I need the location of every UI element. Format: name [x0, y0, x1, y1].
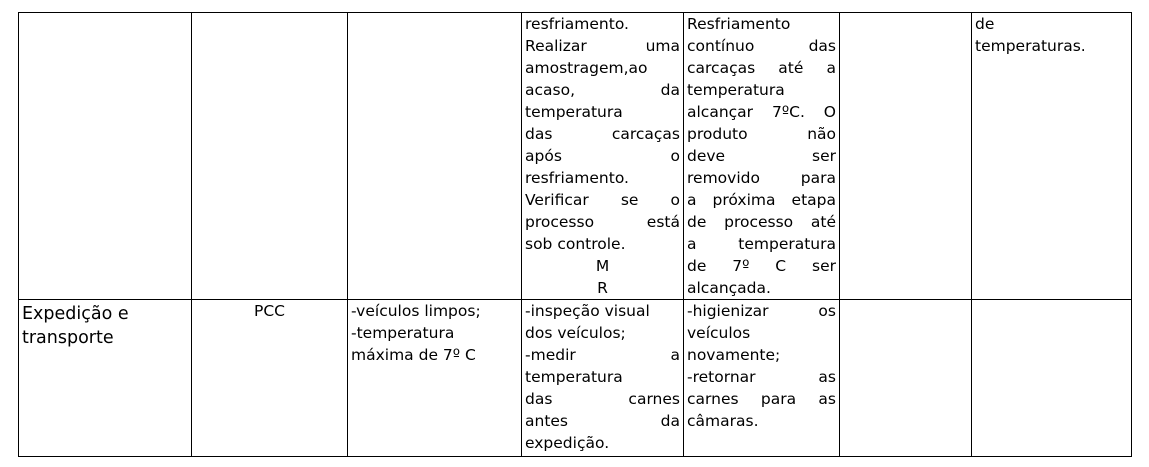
text-line: a temperatura	[687, 235, 836, 253]
text-line: Verificar se o	[525, 191, 680, 209]
text-line: temperaturas.	[975, 37, 1086, 55]
text-line: -temperatura	[351, 324, 455, 342]
text-line: máxima de 7º C	[351, 346, 476, 364]
cell-critical-limits	[348, 300, 522, 457]
text-line: das carcaças	[525, 125, 680, 143]
text-line: temperatura	[525, 103, 623, 121]
text-line: contínuo das	[687, 37, 836, 55]
cell-corrective-action	[684, 13, 840, 300]
table-row	[19, 300, 1132, 457]
text-line: M	[595, 257, 610, 275]
haccp-table	[18, 12, 1132, 457]
text-line: resfriamento.	[525, 169, 629, 187]
cell-step	[19, 13, 192, 300]
text-line: de processo até	[687, 213, 836, 231]
text-line: Realizar uma	[525, 37, 680, 55]
text-line: expedição.	[525, 434, 610, 452]
text-line: câmaras.	[687, 412, 759, 430]
text-line: carnes para as	[687, 390, 836, 408]
cell-step: Expedição e transporte	[19, 300, 192, 457]
text-line: alcançar 7ºC. O	[687, 103, 836, 121]
text-line: -retornar as	[687, 368, 836, 386]
cell-pcc: PCC	[192, 300, 348, 457]
text-line: antes da	[525, 412, 680, 430]
cell-monitoring	[522, 300, 684, 457]
text-line: veículos	[687, 324, 751, 342]
cell-records	[972, 13, 1132, 300]
cell-verification	[840, 13, 972, 300]
text-line: a próxima etapa	[687, 191, 836, 209]
table-row	[19, 13, 1132, 300]
cell-verification	[840, 300, 972, 457]
text-line: novamente;	[687, 346, 781, 364]
text-line: processo está	[525, 213, 680, 231]
cell-pcc	[192, 13, 348, 300]
text-line: dos veículos;	[525, 324, 626, 342]
text-line: removido para	[687, 169, 836, 187]
text-line: sob controle.	[525, 235, 626, 253]
text-line: carcaças até a	[687, 59, 836, 77]
text-line: produto não	[687, 125, 836, 143]
text-line: de	[975, 15, 995, 33]
text-line: temperatura	[687, 81, 785, 99]
text-line: Resfriamento	[687, 15, 791, 33]
text-line: temperatura	[525, 368, 623, 386]
text-line: acaso, da	[525, 81, 680, 99]
text-line: após o	[525, 147, 680, 165]
text-line: das carnes	[525, 390, 680, 408]
text-line: R	[597, 279, 608, 297]
text-line: resfriamento.	[525, 15, 629, 33]
text-line: deve ser	[687, 147, 836, 165]
text-line: -higienizar os	[687, 302, 836, 320]
text-line: -veículos limpos;	[351, 302, 481, 320]
text-line: -inspeção visual	[525, 302, 650, 320]
text-line: de 7º C ser	[687, 257, 836, 275]
cell-monitoring	[522, 13, 684, 300]
cell-corrective-action	[684, 300, 840, 457]
text-line: alcançada.	[687, 279, 771, 297]
text-line: amostragem,ao	[525, 59, 648, 77]
cell-records	[972, 300, 1132, 457]
cell-critical-limits	[348, 13, 522, 300]
text-line: -medir a	[525, 346, 680, 364]
